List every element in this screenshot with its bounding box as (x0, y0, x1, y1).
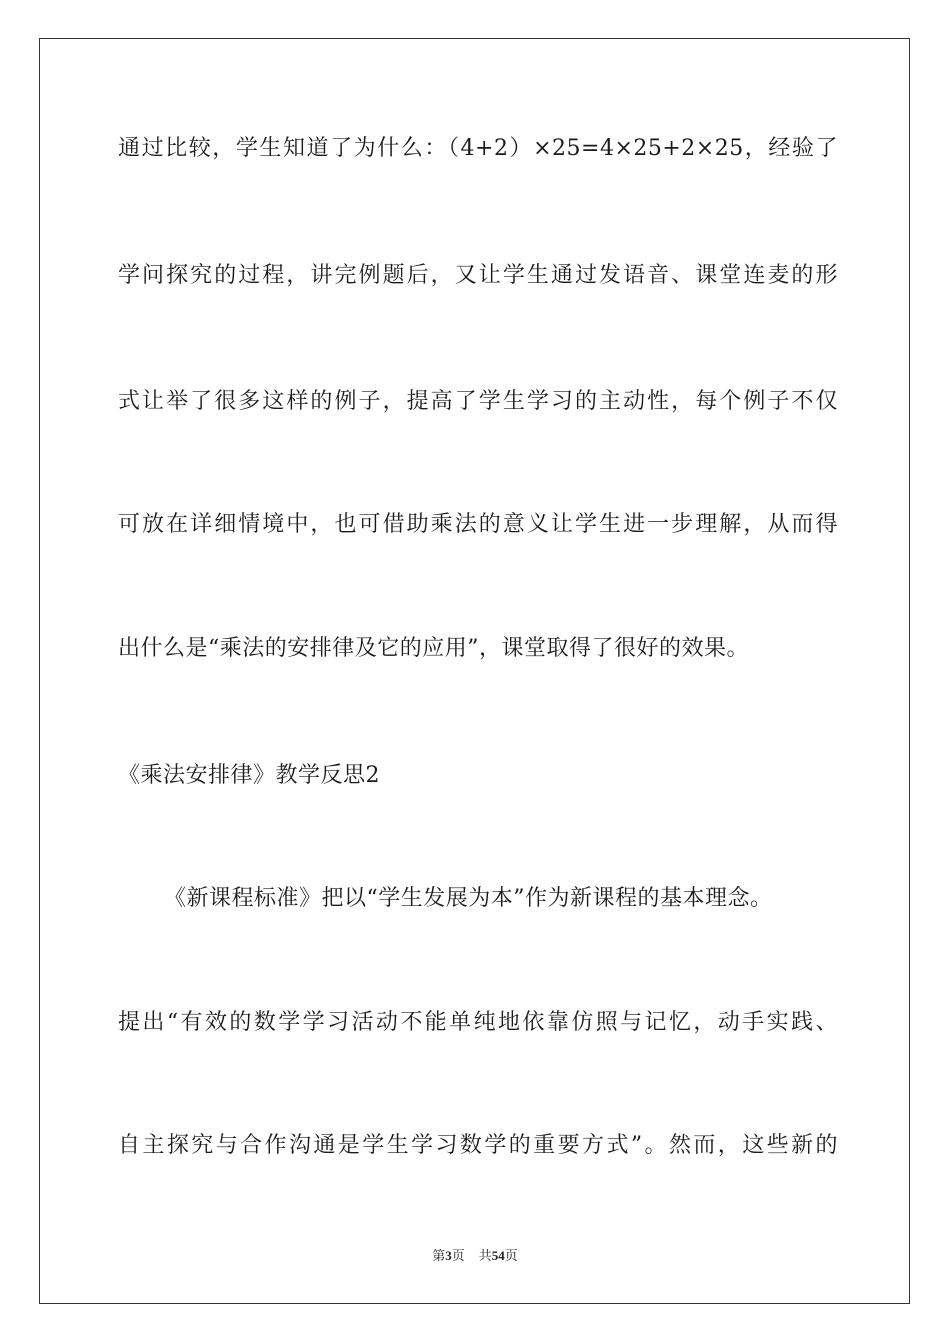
body-line-4: 可放在详细情境中，也可借助乘法的意义让学生进一步理解，从而得 (118, 512, 838, 537)
body-line-2: 学问探究的过程，讲完例题后，又让学生通过发语音、课堂连麦的形 (118, 263, 838, 288)
footer-total-suffix: 页 (504, 1248, 518, 1263)
body-line-8: 自主探究与合作沟通是学生学习数学的重要方式”。然而，这些新的 (118, 1133, 838, 1158)
body-line-6: 《新课程标准》把以“学生发展为本”作为新课程的基本理念。 (164, 886, 773, 911)
footer-page-suffix: 页 (451, 1248, 465, 1263)
page-border (39, 38, 910, 1304)
body-line-1: 通过比较，学生知道了为什么：（4+2）×25=4×25+2×25，经验了 (118, 136, 838, 161)
body-line-5: 出什么是“乘法的安排律及它的应用”，课堂取得了很好的效果。 (118, 636, 749, 661)
page-footer (0, 1247, 950, 1265)
section-heading: 《乘法安排律》教学反思2 (118, 763, 380, 788)
footer-page-number: 3 (445, 1248, 452, 1263)
footer-page-prefix: 第 (432, 1248, 446, 1263)
body-line-7: 提出“有效的数学学习活动不能单纯地依靠仿照与记忆，动手实践、 (118, 1010, 838, 1035)
footer-total-prefix: 共 (478, 1248, 492, 1263)
footer-total-pages: 54 (491, 1248, 505, 1263)
body-line-3: 式让举了很多这样的例子，提高了学生学习的主动性，每个例子不仅 (118, 389, 838, 414)
